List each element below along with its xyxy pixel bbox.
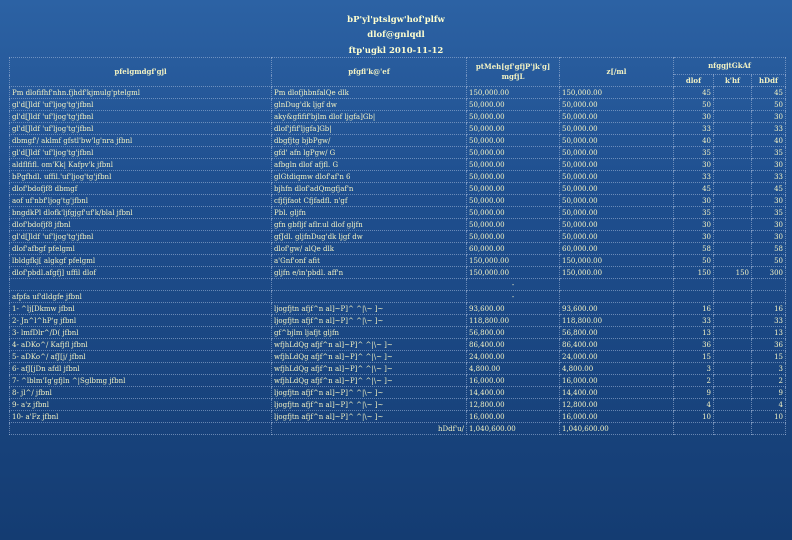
cell-location: cfjfjfaot Cfjfadfl. n'gf [272,195,467,207]
cell-amount: 14,400.00 [467,387,560,399]
cell-description: dlof'pbdl.afgfj] uffil dlof [10,267,272,279]
table-row [10,159,786,171]
cell-location: afbgln dlof afjfl. G [272,159,467,171]
cell-description: 8- jl^/ jfbnl [10,387,272,399]
cell-location [272,291,467,303]
cell-location: ljogfjtn afjf^n al]~P]^ ^|\~ ]~ [272,411,467,423]
cell-amount-2: 50,000.00 [560,147,674,159]
cell-count-a: 10 [674,411,714,423]
header-col2: pfgfl'k@'ef [272,58,467,87]
cell-amount: 50,000.00 [467,159,560,171]
cell-count-b [714,315,752,327]
cell-location: gfn gbfljf aflr.ul dlof gljfn [272,219,467,231]
empty-cell [674,423,714,435]
cell-description: dbmgf'/ aklmf gfstl'bw'lg'nra jfbnl [10,135,272,147]
table-row [10,399,786,411]
cell-location: gljfn e/in'pbdl. aff'n [272,267,467,279]
cell-count-a: 33 [674,315,714,327]
header-col5c: hDdf [752,75,786,87]
cell-count-total: 33 [752,315,786,327]
cell-amount: 12,800.00 [467,399,560,411]
cell-location: dlof'jfif'ljgfa]Gb| [272,123,467,135]
cell-count-total: 30 [752,195,786,207]
cell-amount-2: 93,600.00 [560,303,674,315]
cell-count-a: 2 [674,375,714,387]
cell-amount-2: 50,000.00 [560,183,674,195]
cell-amount: 50,000.00 [467,99,560,111]
cell-amount: 150,000.00 [467,267,560,279]
cell-amount: 50,000.00 [467,219,560,231]
cell-description: 6- afJ[jDn afdl jfbnl [10,363,272,375]
cell-count-b [714,399,752,411]
cell-count-total: 2 [752,375,786,387]
cell-count-a: 9 [674,387,714,399]
cell-count-total: 50 [752,255,786,267]
cell-count-b [714,375,752,387]
cell-count-a: 50 [674,255,714,267]
cell-count-b [714,111,752,123]
cell-amount-2: 14,400.00 [560,387,674,399]
cell-count-b [714,219,752,231]
cell-count-total: 35 [752,147,786,159]
cell-amount-2: 4,800.00 [560,363,674,375]
cell-description: 10- a'Fz jfbnl [10,411,272,423]
cell-count-b [714,243,752,255]
cell-count-total: 33 [752,171,786,183]
cell-amount: 50,000.00 [467,171,560,183]
table-row [10,171,786,183]
cell-description: gl'd[Jldf 'uf'ljog'tg'jfbnl [10,99,272,111]
cell-description: dlof'afbgf pfelgml [10,243,272,255]
cell-amount: 24,000.00 [467,351,560,363]
cell-count-a: 45 [674,87,714,99]
table-row [10,303,786,315]
header-col3-line1: ptMeh[gf'gfjP'jk'g] [475,62,551,71]
cell-description: gl'd[Jldf 'uf'ljog'tg'jfbnl [10,111,272,123]
cell-count-a: 35 [674,207,714,219]
cell-count-a: 16 [674,303,714,315]
cell-amount-2: 50,000.00 [560,231,674,243]
total-label: hDdf'u/ [272,423,467,435]
cell-amount-2: 50,000.00 [560,111,674,123]
cell-count-total: 9 [752,387,786,399]
cell-description: lbldgfkj[ algkgf pfelgml [10,255,272,267]
cell-description: 1- ^lj[Dkmw jfbnl [10,303,272,315]
cell-location: gfJdl. gljfnDug'dk ljgf dw [272,231,467,243]
cell-count-a: 36 [674,339,714,351]
cell-count-b [714,195,752,207]
cell-count-a: 150 [674,267,714,279]
cell-amount: 50,000.00 [467,123,560,135]
cell-amount-2: 24,000.00 [560,351,674,363]
cell-description: 7- ^lblm'Ig'gfjln ^|Sglbmg jfbnl [10,375,272,387]
cell-count-b: 150 [714,267,752,279]
cell-amount: 56,800.00 [467,327,560,339]
cell-description: afpfa uf'dldgfe jfbnl [10,291,272,303]
cell-location: wfjhLdQg afjf^n al]~P]^ ^|\~ ]~ [272,363,467,375]
cell-description: bngdkPl dlofk'ljfgjgf'uf'k/blal jfbnl [10,207,272,219]
title-line-1: bP'yl'ptslgw'hof'plfw [347,15,445,25]
cell-description: 2- Jn^l^hP'g jfbnl [10,315,272,327]
cell-count-total: 15 [752,351,786,363]
cell-count-a: 50 [674,99,714,111]
cell-count-total: 4 [752,399,786,411]
cell-count-a: 35 [674,147,714,159]
cell-amount-2: 16,000.00 [560,411,674,423]
table-row [10,411,786,423]
cell-amount: 50,000.00 [467,147,560,159]
cell-description: dlof'bdofjf8 jfbnl [10,219,272,231]
table-row [10,147,786,159]
header-col3-line2: mgfjL [501,72,525,81]
cell-amount-2: 56,800.00 [560,327,674,339]
cell-count-total: 13 [752,327,786,339]
cell-description: Pm dlofifhf'nhn.fjhdf'kjmulg'ptelgml [10,87,272,99]
table-row [10,375,786,387]
cell-count-a: 15 [674,351,714,363]
cell-count-b [714,183,752,195]
cell-count-b [714,291,752,303]
cell-location: wfjhLdQg afjf^n al]~P]^ ^|\~ ]~ [272,339,467,351]
cell-count-a: 45 [674,183,714,195]
cell-location: ljogfjtn afjf^n al]~P]^ ^|\~ ]~ [272,399,467,411]
cell-count-b [714,171,752,183]
header-col5: nfggjtGkAf [674,58,786,75]
cell-count-a: 30 [674,111,714,123]
cell-count-a: 3 [674,363,714,375]
cell-amount: 93,600.00 [467,303,560,315]
cell-count-total: 50 [752,99,786,111]
cell-count-b [714,339,752,351]
table-row [10,219,786,231]
cell-count-total: 45 [752,87,786,99]
table-row [10,351,786,363]
cell-location: glnDug'dk ljgf dw [272,99,467,111]
cell-amount: 50,000.00 [467,183,560,195]
cell-amount: 50,000.00 [467,135,560,147]
cell-count-total: 30 [752,231,786,243]
cell-amount: 60,000.00 [467,243,560,255]
cell-count-b [714,87,752,99]
cell-count-a: 30 [674,231,714,243]
data-table [9,57,786,435]
title-line-2: dlof@gnlqdl [367,30,425,40]
table-row [10,339,786,351]
table-row [10,255,786,267]
cell-count-b [714,411,752,423]
cell-amount-2: 60,000.00 [560,243,674,255]
cell-count-total: 10 [752,411,786,423]
cell-amount-2: 150,000.00 [560,87,674,99]
cell-count-b [714,135,752,147]
cell-count-total [752,291,786,303]
table-row [10,315,786,327]
table-row [10,387,786,399]
cell-location: dlof'gw/ alQe dlk [272,243,467,255]
cell-count-total: 16 [752,303,786,315]
cell-count-total: 58 [752,243,786,255]
cell-count-total: 35 [752,207,786,219]
cell-amount-2: 50,000.00 [560,195,674,207]
table-row [10,363,786,375]
cell-count-b [714,351,752,363]
cell-count-total: 33 [752,123,786,135]
cell-count-b [714,147,752,159]
cell-count-b [714,303,752,315]
cell-description: aof uf'nbf'ljog'tg'jfbnl [10,195,272,207]
cell-count-b [714,159,752,171]
cell-description: 9- a'z jfbnl [10,399,272,411]
cell-description: 5- aDKo^/ afJ[j/ jfbnl [10,351,272,363]
cell-count-total: 30 [752,159,786,171]
cell-count-total: 45 [752,183,786,195]
cell-amount: 150,000.00 [467,87,560,99]
cell-count-total [752,279,786,291]
cell-amount: - [467,291,560,303]
cell-count-a [674,291,714,303]
cell-count-total: 30 [752,111,786,123]
cell-location: Pm dlofjhbnfalQe dlk [272,87,467,99]
cell-amount-2 [560,279,674,291]
total-row [10,423,786,435]
cell-location: Pbl. gljfn [272,207,467,219]
cell-description: dlof'bdofjf8 dbmgf [10,183,272,195]
cell-count-b [714,231,752,243]
total-amount-2: 1,040,600.00 [560,423,674,435]
cell-count-b [714,207,752,219]
cell-location: wfjhLdQg afjf^n al]~P]^ ^|\~ ]~ [272,351,467,363]
cell-count-b [714,123,752,135]
cell-amount: 50,000.00 [467,111,560,123]
cell-location: dbgfjtg bjbPgw/ [272,135,467,147]
cell-amount: 4,800.00 [467,363,560,375]
cell-amount: 150,000.00 [467,255,560,267]
cell-amount: 86,400.00 [467,339,560,351]
cell-amount: 50,000.00 [467,231,560,243]
cell-amount: - [467,279,560,291]
cell-count-a: 30 [674,219,714,231]
cell-amount-2: 50,000.00 [560,99,674,111]
cell-amount: 50,000.00 [467,207,560,219]
table-row [10,111,786,123]
cell-amount: 118,800.00 [467,315,560,327]
cell-amount-2: 150,000.00 [560,255,674,267]
title-line-3: ftp'ugkl 2010-11-12 [348,46,444,56]
cell-amount-2: 50,000.00 [560,171,674,183]
cell-location [272,279,467,291]
header-col5b: k'hf [714,75,752,87]
cell-count-a: 30 [674,195,714,207]
cell-count-a: 33 [674,123,714,135]
cell-count-a: 40 [674,135,714,147]
header-col3 [467,58,560,87]
cell-count-b [714,99,752,111]
header-col5a: dlof [674,75,714,87]
header-col4: z[/ml [560,58,674,87]
cell-amount-2: 50,000.00 [560,123,674,135]
cell-location: aky&gfifif'bjlm dlof ljgfa]Gb| [272,111,467,123]
cell-location: ljogfjtn afjf^n al]~P]^ ^|\~ ]~ [272,387,467,399]
cell-count-total: 36 [752,339,786,351]
table-row [10,279,786,291]
cell-amount-2: 50,000.00 [560,159,674,171]
table-row [10,267,786,279]
cell-description: gl'd[Jldf 'uf'ljog'tg'jfbnl [10,147,272,159]
cell-description: gl'd[Jldf 'uf'ljog'tg'jfbnl [10,231,272,243]
table-row [10,183,786,195]
cell-description: bPgfhdl. uffil.'uf'ljog'tg'jfbnl [10,171,272,183]
table-body [10,87,786,435]
cell-location: gf^bjlm ljafjt gljfn [272,327,467,339]
cell-description: gl'd[Jldf 'uf'ljog'tg'jfbnl [10,123,272,135]
cell-count-b [714,279,752,291]
cell-amount-2: 50,000.00 [560,135,674,147]
cell-location: wfjhLdQg afjf^n al]~P]^ ^|\~ ]~ [272,375,467,387]
cell-count-a: 30 [674,159,714,171]
cell-amount-2: 16,000.00 [560,375,674,387]
table-row [10,291,786,303]
cell-amount-2 [560,291,674,303]
cell-count-b [714,255,752,267]
cell-amount-2: 12,800.00 [560,399,674,411]
cell-amount-2: 50,000.00 [560,219,674,231]
cell-count-b [714,327,752,339]
cell-count-total: 30 [752,219,786,231]
table-row [10,87,786,99]
cell-count-total: 300 [752,267,786,279]
cell-location: ljogfjtn afjf^n al]~P]^ ^|\~ ]~ [272,315,467,327]
table-row [10,99,786,111]
cell-location: glGtdiqmw dlof'af'n 6 [272,171,467,183]
table-row [10,243,786,255]
cell-amount: 16,000.00 [467,375,560,387]
cell-location: ljogfjtn afjf^n al]~P]^ ^|\~ ]~ [272,303,467,315]
table-row [10,327,786,339]
table-row [10,231,786,243]
cell-amount-2: 86,400.00 [560,339,674,351]
cell-description: 4- aDKo^/ Kafjfl jfbnl [10,339,272,351]
empty-cell [10,423,272,435]
cell-count-a: 58 [674,243,714,255]
cell-count-a: 4 [674,399,714,411]
cell-count-total: 3 [752,363,786,375]
cell-amount: 16,000.00 [467,411,560,423]
table-row [10,195,786,207]
cell-location: a'Gnf'onf afit [272,255,467,267]
cell-amount: 50,000.00 [467,195,560,207]
cell-count-b [714,363,752,375]
table-row [10,123,786,135]
cell-count-a [674,279,714,291]
cell-count-total: 40 [752,135,786,147]
cell-amount-2: 50,000.00 [560,207,674,219]
total-amount: 1,040,600.00 [467,423,560,435]
table-row [10,207,786,219]
cell-description: 3- lmfDlr^/D( jfbnl [10,327,272,339]
table-row [10,135,786,147]
cell-count-b [714,387,752,399]
cell-amount-2: 150,000.00 [560,267,674,279]
cell-amount-2: 118,800.00 [560,315,674,327]
cell-location: bjhfn dlof'adQmgfjaf'n [272,183,467,195]
empty-cell [714,423,752,435]
empty-cell [752,423,786,435]
cell-count-a: 13 [674,327,714,339]
cell-description: aldflfifl. om'Kk| Kafpv'k jfbnl [10,159,272,171]
cell-location: gfd' afn lgPgw/ G [272,147,467,159]
cell-description [10,279,272,291]
cell-count-a: 33 [674,171,714,183]
header-col1: pfelgmdgf'gjl [10,58,272,87]
